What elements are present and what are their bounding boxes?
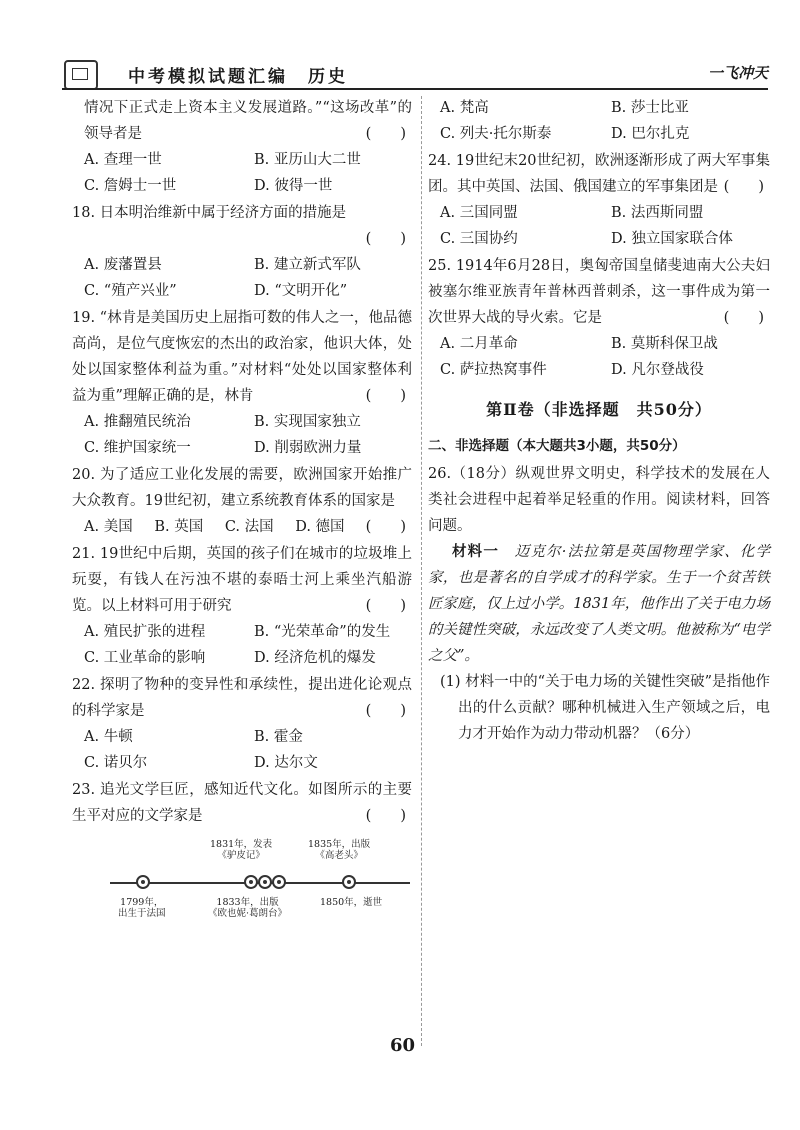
question-23-options: [428, 95, 770, 147]
option-a: A. 美国: [84, 519, 133, 535]
page-header: [62, 60, 768, 88]
material-label: 材料一: [452, 543, 500, 560]
option-c: C. 列夫·托尔斯泰: [440, 126, 552, 142]
option-c: C. 诺贝尔: [84, 755, 148, 771]
timeline-label-1799: 1799年， 出生于法国: [118, 897, 166, 919]
option-c: C. 詹姆士一世: [84, 178, 177, 194]
option-d: D. 德国: [295, 519, 345, 535]
question-text: 24. 19世纪末20世纪初，欧洲逐渐形成了两大军事集团。其中英国、法国、俄国建立的军事集团是 ( ): [428, 148, 770, 200]
option-d: D. “文明开化”: [254, 283, 348, 299]
timeline-label-1850: 1850年，逝世: [320, 897, 383, 908]
option-b: B. 亚历山大二世: [254, 152, 361, 168]
answer-blank: ( ): [723, 310, 764, 326]
header-title: 中考模拟试题汇编 历史: [128, 67, 348, 87]
option-c: C. “殖产兴业”: [84, 283, 177, 299]
timeline-label-1831: 1831年，发表 《驴皮记》: [210, 839, 273, 861]
question-22: [72, 672, 412, 776]
part-two-heading: 第Ⅱ卷（非选择题 共50分）: [486, 400, 712, 419]
option-b: B. 英国: [154, 519, 204, 535]
question-23: [72, 777, 412, 929]
timeline-label-1833: 1833年，出版 《欧也妮·葛朗台》: [208, 897, 288, 919]
header-brand: 一飞冲天: [707, 64, 768, 82]
option-b: B. 莎士比亚: [611, 100, 689, 116]
answer-blank: ( ): [365, 703, 406, 719]
option-c: C. 萨拉热窝事件: [440, 362, 547, 378]
option-a: A. 二月革命: [440, 336, 518, 352]
question-text: 26.（18分）纵观世界文明史，科学技术的发展在人类社会进程中起着举足轻重的作用。阅读材料，回答问题。: [428, 466, 770, 534]
option-b: B. “光荣革命”的发生: [254, 624, 391, 640]
question-18: [72, 200, 412, 304]
question-21: [72, 541, 412, 671]
page-number: 60: [390, 1035, 416, 1056]
answer-blank: ( ): [365, 519, 406, 535]
answer-blank: ( ): [365, 388, 406, 404]
material-one: 材料一 迈克尔·法拉第是英国物理学家、化学家，也是著名的自学成才的科学家。生于一个贫苦铁匠家庭，仅上过小学。1831年，他作出了关于电力场的关键性突破，永远改变了人类文明。他被称为“电学之父”。: [428, 543, 771, 664]
timeline-dot-1833: [258, 875, 272, 889]
question-text: 23. 追光文学巨匠，感知近代文化。如图所示的主要生平对应的文学家是 ( ): [72, 777, 412, 829]
answer-blank: ( ): [365, 808, 406, 824]
option-a: A. 殖民扩张的进程: [84, 624, 206, 640]
column-divider: [421, 96, 422, 1046]
question-26: [428, 461, 770, 747]
option-a: A. 梵高: [440, 100, 489, 116]
question-text: 18. 日本明治维新中属于经济方面的措施是: [72, 205, 347, 221]
option-c: C. 三国协约: [440, 231, 518, 247]
header-rule: [62, 88, 768, 90]
option-b: B. 莫斯科保卫战: [611, 336, 718, 352]
question-17: [72, 95, 412, 199]
option-b: B. 霍金: [254, 729, 303, 745]
timeline-label-1835: 1835年，出版 《高老头》: [308, 839, 371, 861]
timeline-dot-1831: [244, 875, 258, 889]
question-19: [72, 305, 412, 461]
question-24: [428, 148, 770, 252]
timeline-dot-1835: [272, 875, 286, 889]
timeline-figure: [110, 839, 410, 929]
option-a: A. 牛顿: [84, 729, 133, 745]
question-text: 25. 1914年6月28日，奥匈帝国皇储斐迪南大公夫妇被塞尔维亚族青年普林西普刺杀，这一事件成为第一次世界大战的导火索。它是 ( ): [428, 253, 770, 331]
question-text: 21. 19世纪中后期，英国的孩子们在城市的垃圾堆上玩耍，有钱人在污浊不堪的泰晤士河上乘坐汽船游览。以上材料可用于研究 ( ): [72, 541, 412, 619]
option-c: C. 工业革命的影响: [84, 650, 206, 666]
answer-blank: ( ): [723, 179, 764, 195]
option-d: D. 经济危机的爆发: [254, 650, 376, 666]
option-b: B. 法西斯同盟: [611, 205, 704, 221]
option-d: D. 凡尔登战役: [611, 362, 704, 378]
right-column: [428, 95, 770, 748]
option-b: B. 建立新式军队: [254, 257, 361, 273]
option-d: D. 独立国家联合体: [611, 231, 733, 247]
option-b: B. 实现国家独立: [254, 414, 361, 430]
question-20: [72, 462, 412, 540]
option-c: C. 维护国家统一: [84, 440, 191, 456]
question-text: 20. 为了适应工业化发展的需要，欧洲国家开始推广大众教育。19世纪初，建立系统教育体系的国家是 ( ): [72, 462, 412, 514]
question-text: 22. 探明了物种的变异性和承续性，提出进化论观点的科学家是 ( ): [72, 672, 412, 724]
option-d: D. 达尔文: [254, 755, 318, 771]
option-d: D. 削弱欧洲力量: [254, 440, 362, 456]
left-column: [72, 95, 412, 930]
answer-blank: ( ): [365, 231, 406, 247]
answer-blank: ( ): [365, 598, 406, 614]
section-heading: 二、非选择题（本大题共3小题，共50分）: [428, 438, 686, 454]
answer-blank: ( ): [365, 126, 406, 142]
option-c: C. 法国: [224, 519, 274, 535]
option-a: A. 查理一世: [84, 152, 162, 168]
sub-question-1: (1) 材料一中的“关于电力场的关键性突破”是指他作出的什么贡献？哪种机械进入生产领域之后，电力才开始作为动力带动机器？（6分）: [440, 674, 770, 742]
option-a: A. 推翻殖民统治: [84, 414, 191, 430]
option-d: D. 彼得一世: [254, 178, 333, 194]
question-25: [428, 253, 770, 383]
question-text: 19. “林肯是美国历史上屈指可数的伟人之一，他品德高尚，是位气度恢宏的杰出的政治家，他识大体，处处以国家整体利益为重。”对材料“处处以国家整体利益为重”理解正确的是，林肯 ( ): [72, 305, 412, 409]
option-a: A. 废藩置县: [84, 257, 162, 273]
question-text: 情况下正式走上资本主义发展道路。”“这场改革”的领导者是 ( ): [72, 95, 412, 147]
timeline-dot-1850: [342, 875, 356, 889]
book-logo-icon: [64, 60, 98, 90]
option-a: A. 三国同盟: [440, 205, 518, 221]
option-d: D. 巴尔扎克: [611, 126, 690, 142]
timeline-dot-1799: [136, 875, 150, 889]
